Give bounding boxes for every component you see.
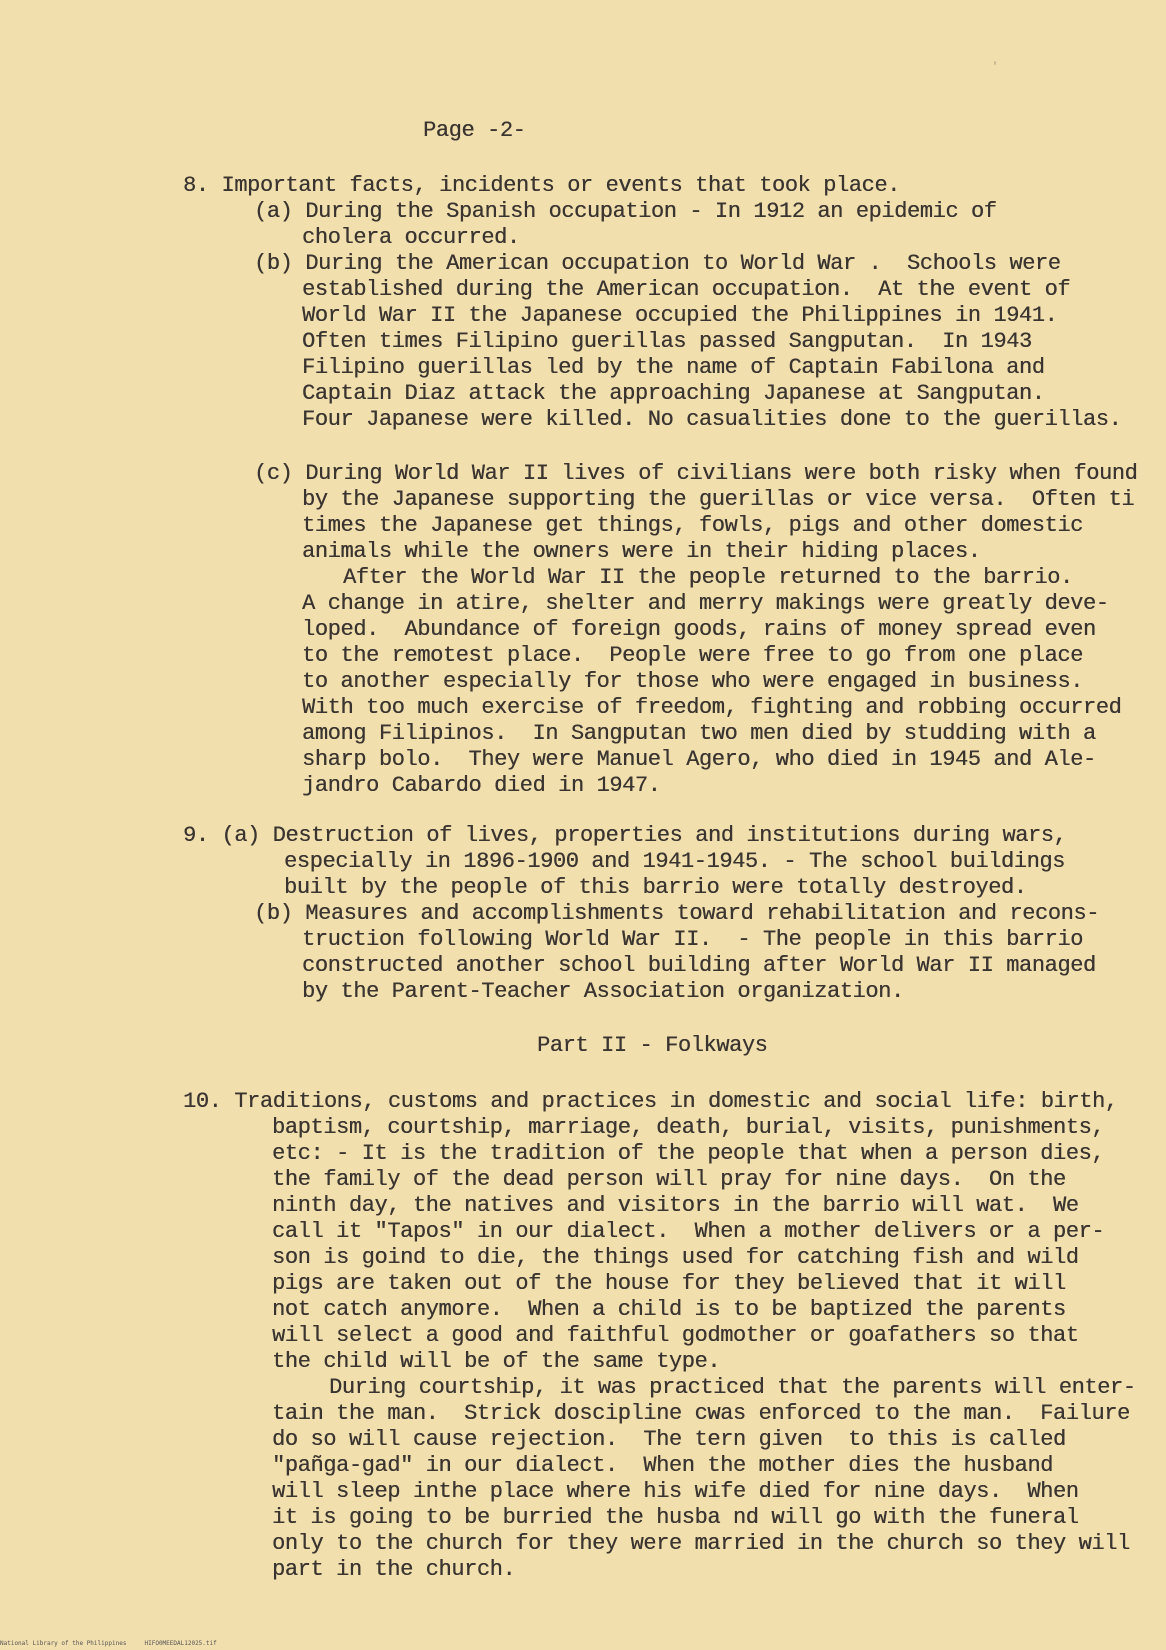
text-line: not catch anymore. When a child is to be baptized the parents	[272, 1297, 1066, 1322]
section-10-heading: 10. Traditions, customs and practices in domestic and social life: birth,	[183, 1089, 1118, 1114]
text-line: pigs are taken out of the house for they believed that it will	[272, 1271, 1066, 1296]
text-line: do so will cause rejection. The tern given to this is called	[272, 1427, 1066, 1452]
paper-speck: ′	[992, 62, 999, 73]
text-line: After the World War II the people returned to the barrio.	[343, 565, 1073, 590]
text-line: animals while the owners were in their hiding places.	[302, 539, 981, 564]
text-line: call it "Tapos" in our dialect. When a mother delivers or a per-	[272, 1219, 1105, 1244]
text-line: tain the man. Strick doscipline cwas enforced to the man. Failure	[272, 1401, 1130, 1426]
text-line: it is going to be burried the husba nd will go with the funeral	[272, 1505, 1079, 1530]
text-line: A change in atire, shelter and merry makings were greatly deve-	[302, 591, 1109, 616]
text-line: loped. Abundance of foreign goods, rains of money spread even	[302, 617, 1096, 642]
text-line: to another especially for those who were engaged in business.	[302, 669, 1083, 694]
text-line: ninth day, the natives and visitors in the barrio will wat. We	[272, 1193, 1079, 1218]
text-line: Four Japanese were killed. No casualities done to the guerillas.	[302, 407, 1122, 432]
text-line: World War II the Japanese occupied the Philippines in 1941.	[302, 303, 1058, 328]
text-line: by the Parent-Teacher Association organization.	[302, 979, 904, 1004]
text-line: cholera occurred.	[302, 225, 520, 250]
text-line: only to the church for they were married in the church so they will	[272, 1531, 1130, 1556]
text-line: Often times Filipino guerillas passed Sangputan. In 1943	[302, 329, 1032, 354]
text-line: to the remotest place. People were free to go from one place	[302, 643, 1083, 668]
text-line: During courtship, it was practiced that the parents will enter-	[329, 1375, 1136, 1400]
text-line: established during the American occupation. At the event of	[302, 277, 1071, 302]
page-number: Page -2-	[423, 118, 526, 143]
text-line: (c) During World War II lives of civilians were both risky when found	[254, 461, 1138, 486]
text-line: built by the people of this barrio were totally destroyed.	[284, 875, 1027, 900]
text-line: the family of the dead person will pray for nine days. On the	[272, 1167, 1066, 1192]
text-line: part in the church.	[272, 1557, 516, 1582]
text-line: (b) Measures and accomplishments toward rehabilitation and recons-	[254, 901, 1099, 926]
text-line: son is goind to die, the things used for catching fish and wild	[272, 1245, 1079, 1270]
text-line: Captain Diaz attack the approaching Japanese at Sangputan.	[302, 381, 1045, 406]
text-line: by the Japanese supporting the guerillas or vice versa. Often ti	[302, 487, 1135, 512]
text-line: Filipino guerillas led by the name of Captain Fabilona and	[302, 355, 1045, 380]
text-line: truction following World War II. - The people in this barrio	[302, 927, 1083, 952]
text-line: (b) During the American occupation to World War . Schools were	[254, 251, 1061, 276]
text-line: times the Japanese get things, fowls, pigs and other domestic	[302, 513, 1083, 538]
text-line: constructed another school building after World War II managed	[302, 953, 1096, 978]
section-9-heading: 9. (a) Destruction of lives, properties and institutions during wars,	[183, 823, 1067, 848]
text-line: With too much exercise of freedom, fighting and robbing occurred	[302, 695, 1122, 720]
text-line: will select a good and faithful godmother or goafathers so that	[272, 1323, 1079, 1348]
text-line: especially in 1896-1900 and 1941-1945. - The school buildings	[284, 849, 1065, 874]
text-line: (a) During the Spanish occupation - In 1912 an epidemic of	[254, 199, 997, 224]
section-8-heading: 8. Important facts, incidents or events that took place.	[183, 173, 900, 198]
archive-footer: National Library of the Philippines HIFO0MEEDAL12025.tif	[0, 1640, 217, 1647]
text-line: will sleep inthe place where his wife died for nine days. When	[272, 1479, 1079, 1504]
text-line: sharp bolo. They were Manuel Agero, who died in 1945 and Ale-	[302, 747, 1096, 772]
text-line: the child will be of the same type.	[272, 1349, 721, 1374]
text-line: baptism, courtship, marriage, death, burial, visits, punishments,	[272, 1115, 1105, 1140]
text-line: "pañga-gad" in our dialect. When the mother dies the husband	[272, 1453, 1053, 1478]
part-2-heading: Part II - Folkways	[537, 1033, 768, 1058]
text-line: etc: - It is the tradition of the people that when a person dies,	[272, 1141, 1105, 1166]
text-line: jandro Cabardo died in 1947.	[302, 773, 661, 798]
text-line: among Filipinos. In Sangputan two men died by studding with a	[302, 721, 1096, 746]
